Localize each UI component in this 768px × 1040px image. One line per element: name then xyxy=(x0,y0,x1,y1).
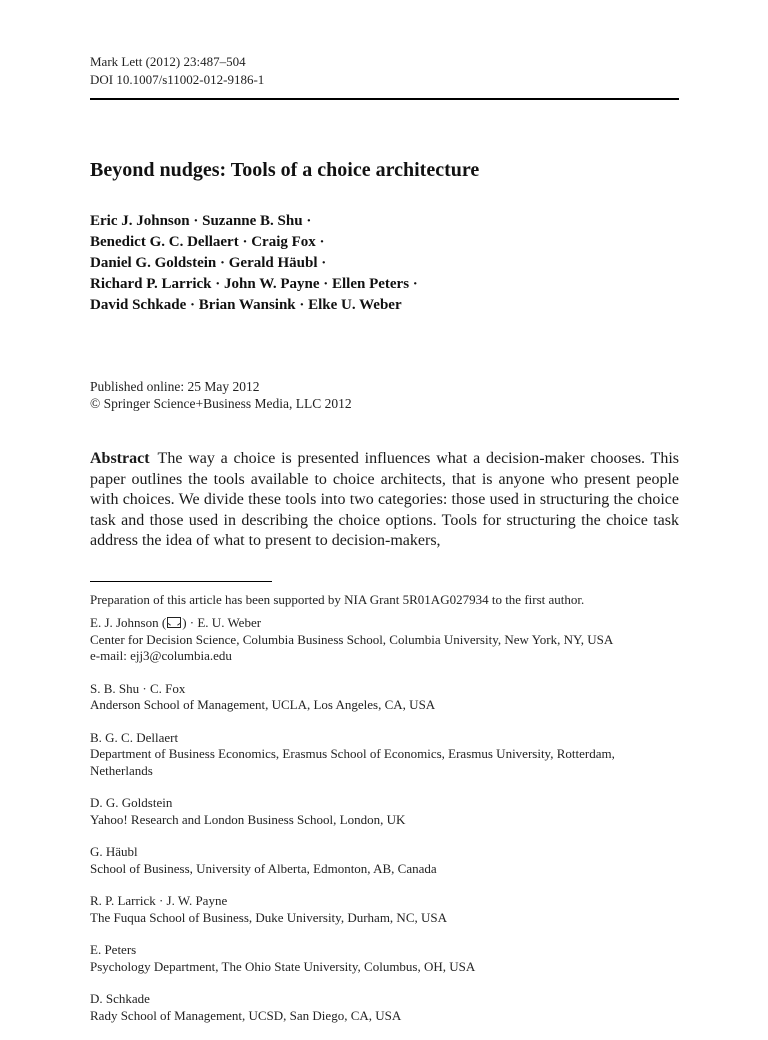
affiliation-name-cont: ) · E. U. Weber xyxy=(182,615,262,630)
affiliation-names: D. Schkade xyxy=(90,991,150,1006)
footnote-rule xyxy=(90,581,272,582)
copyright: © Springer Science+Business Media, LLC 2012 xyxy=(90,396,352,411)
affiliations xyxy=(90,615,679,1040)
author-line: David Schkade · Brian Wansink · Elke U. Weber xyxy=(90,297,402,313)
affiliation-goldstein xyxy=(90,795,679,828)
publication-info xyxy=(90,378,352,412)
affiliation-larrick xyxy=(90,893,679,926)
journal-citation: Mark Lett (2012) 23:487–504 xyxy=(90,54,246,69)
author-line: Daniel G. Goldstein · Gerald Häubl · xyxy=(90,255,327,271)
affiliation-institution: Anderson School of Management, UCLA, Los Angeles, CA, USA xyxy=(90,697,436,712)
affiliation-johnson xyxy=(90,615,679,665)
affiliation-institution: The Fuqua School of Business, Duke University, Durham, NC, USA xyxy=(90,909,447,925)
author-list xyxy=(90,211,418,316)
abstract xyxy=(90,449,679,552)
funding-footnote: Preparation of this article has been supported by NIA Grant 5R01AG027934 to the first author. xyxy=(90,592,585,607)
abstract-label: Abstract xyxy=(90,450,150,467)
paper-title: Beyond nudges: Tools of a choice architecture xyxy=(90,159,480,181)
header-meta xyxy=(90,53,264,89)
published-date: Published online: 25 May 2012 xyxy=(90,379,260,394)
affiliation-names: S. B. Shu · C. Fox xyxy=(90,680,186,696)
affiliation-names: E. Peters xyxy=(90,942,137,957)
affiliation-schkade xyxy=(90,991,679,1024)
doi: DOI 10.1007/s11002-012-9186-1 xyxy=(90,72,265,87)
author-line: Eric J. Johnson · Suzanne B. Shu · xyxy=(90,213,312,229)
author-line: Benedict G. C. Dellaert · Craig Fox · xyxy=(90,234,325,250)
affiliation-haubl xyxy=(90,844,679,877)
paper-page xyxy=(90,0,679,1024)
affiliation-institution: Center for Decision Science, Columbia Business School, Columbia University, New York, NY, USA xyxy=(90,631,614,647)
affiliation-shu xyxy=(90,681,679,714)
abstract-text: The way a choice is presented influences what a decision-maker chooses. This paper outlines the tools available to choice architects, that is anyone who present people with choices. We divide these tools into two categories: those used in structuring the choice task and those used in describing the choice options. Tools for structuring the choice task address the idea of what to present to decision-makers, xyxy=(90,450,679,549)
affiliation-names: D. G. Goldstein xyxy=(90,795,173,810)
affiliation-institution: Yahoo! Research and London Business School, London, UK xyxy=(90,811,406,827)
affiliation-names: R. P. Larrick · J. W. Payne xyxy=(90,893,228,908)
affiliation-names: G. Häubl xyxy=(90,844,138,859)
affiliation-peters xyxy=(90,942,679,975)
affiliation-name: E. J. Johnson ( xyxy=(90,615,167,630)
affiliation-names xyxy=(90,615,679,632)
envelope-icon xyxy=(167,617,181,628)
author-line: Richard P. Larrick · John W. Payne · Ellen Peters · xyxy=(90,276,418,292)
affiliation-institution: School of Business, University of Alberta, Edmonton, AB, Canada xyxy=(90,860,437,876)
affiliation-names: B. G. C. Dellaert xyxy=(90,729,179,745)
header-rule xyxy=(90,98,679,100)
affiliation-institution: Psychology Department, The Ohio State University, Columbus, OH, USA xyxy=(90,958,476,974)
affiliation-email: e-mail: ejj3@columbia.edu xyxy=(90,648,232,663)
affiliation-institution-cont: Netherlands xyxy=(90,762,153,778)
affiliation-institution: Department of Business Economics, Erasmus School of Economics, Erasmus University, Rotterdam, xyxy=(90,746,615,761)
affiliation-dellaert xyxy=(90,730,679,780)
affiliation-institution: Rady School of Management, UCSD, San Diego, CA, USA xyxy=(90,1007,402,1023)
